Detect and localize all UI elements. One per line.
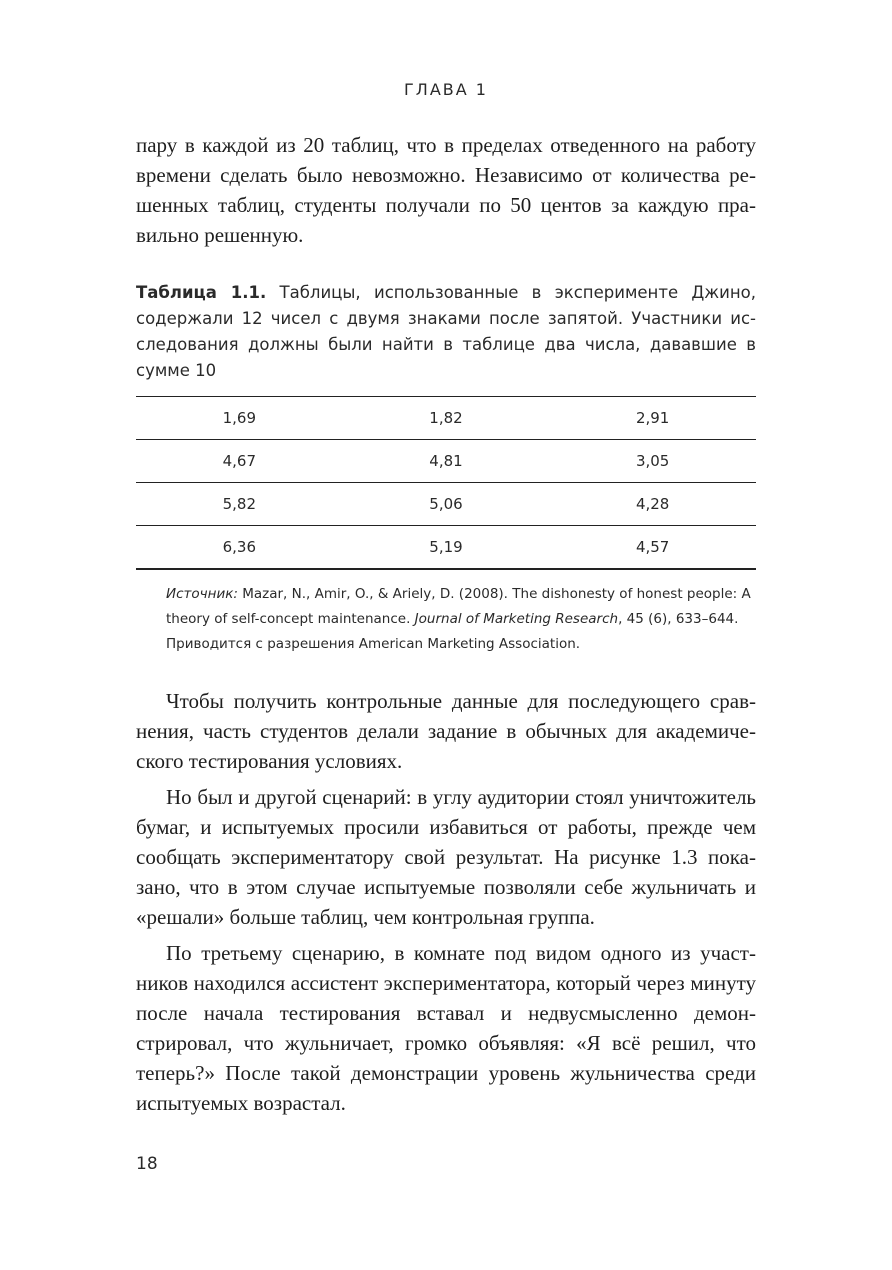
body-paragraph-2: Но был и другой сценарий: в углу аудитории стоял уничтожитель бумаг, и испытуемых просили избавиться от работы, прежде чем сообщать экспериментатору свой результат. На рисунке 1.3 показано, что в этом случае испытуемые позволяли себе жульничать и «решали» больше таблиц, чем контрольная группа.: [136, 785, 756, 929]
intro-paragraph: пару в каждой из 20 таблиц, что в пределах отведенного на работу времени сделать было невозможно. Независимо от количества решенных таблиц, студенты получали по 50 центов за каждую правильно решенную.: [136, 133, 756, 247]
table-cell: 4,67: [136, 440, 343, 483]
table-cell: 4,81: [343, 440, 550, 483]
table-cell: 5,82: [136, 483, 343, 526]
table-row: [136, 483, 756, 526]
table-cell: 6,36: [136, 526, 343, 570]
table-cell: 5,06: [343, 483, 550, 526]
source-citation-b: , 45 (6), 633–644. Приводится с разрешения American Marketing Association.: [166, 611, 739, 652]
caption-label: Таблица 1.1.: [136, 283, 267, 302]
page-number: 18: [136, 1154, 158, 1174]
source-journal: Journal of Marketing Research: [414, 611, 619, 627]
body-paragraph-3: По третьему сценарию, в комнате под видом одного из участников находился ассистент экспериментатора, который через минуту после начала тестирования вставал и недвусмысленно демонстрировал, что жульничает, громко объявляя: «Я всё решил, что теперь?» После такой демонстрации уровень жульничества среди испытуемых возрастал.: [136, 941, 756, 1115]
caption-text: Таблицы, использованные в эксперименте Джино, содержали 12 чисел с двумя знаками после запятой. Участники исследования должны были найти в таблице два числа, дававшие в сумме 10: [136, 283, 757, 380]
source-citation-a: Mazar, N., Amir, O., & Ariely, D. (2008). The dishonesty of honest people: A theory of self-concept maintenance.: [166, 586, 751, 627]
table-cell: 4,28: [549, 483, 756, 526]
body-paragraph-1: Чтобы получить контрольные данные для последующего сравнения, часть студентов делали задание в обычных для академического тестирования условиях.: [136, 689, 756, 773]
body-text: [136, 686, 756, 1118]
table-cell: 2,91: [549, 397, 756, 440]
table-source: [166, 582, 766, 657]
numbers-table: [136, 396, 756, 570]
running-head: ГЛАВА 1: [404, 80, 488, 99]
table-cell: 4,57: [549, 526, 756, 570]
table-cell: 3,05: [549, 440, 756, 483]
table-row: [136, 526, 756, 570]
intro-text: [136, 130, 756, 250]
table-caption: [136, 280, 756, 384]
table-cell: 1,82: [343, 397, 550, 440]
table-row: [136, 397, 756, 440]
table-cell: 1,69: [136, 397, 343, 440]
source-label: Источник:: [166, 586, 238, 602]
table-row: [136, 440, 756, 483]
table-cell: 5,19: [343, 526, 550, 570]
